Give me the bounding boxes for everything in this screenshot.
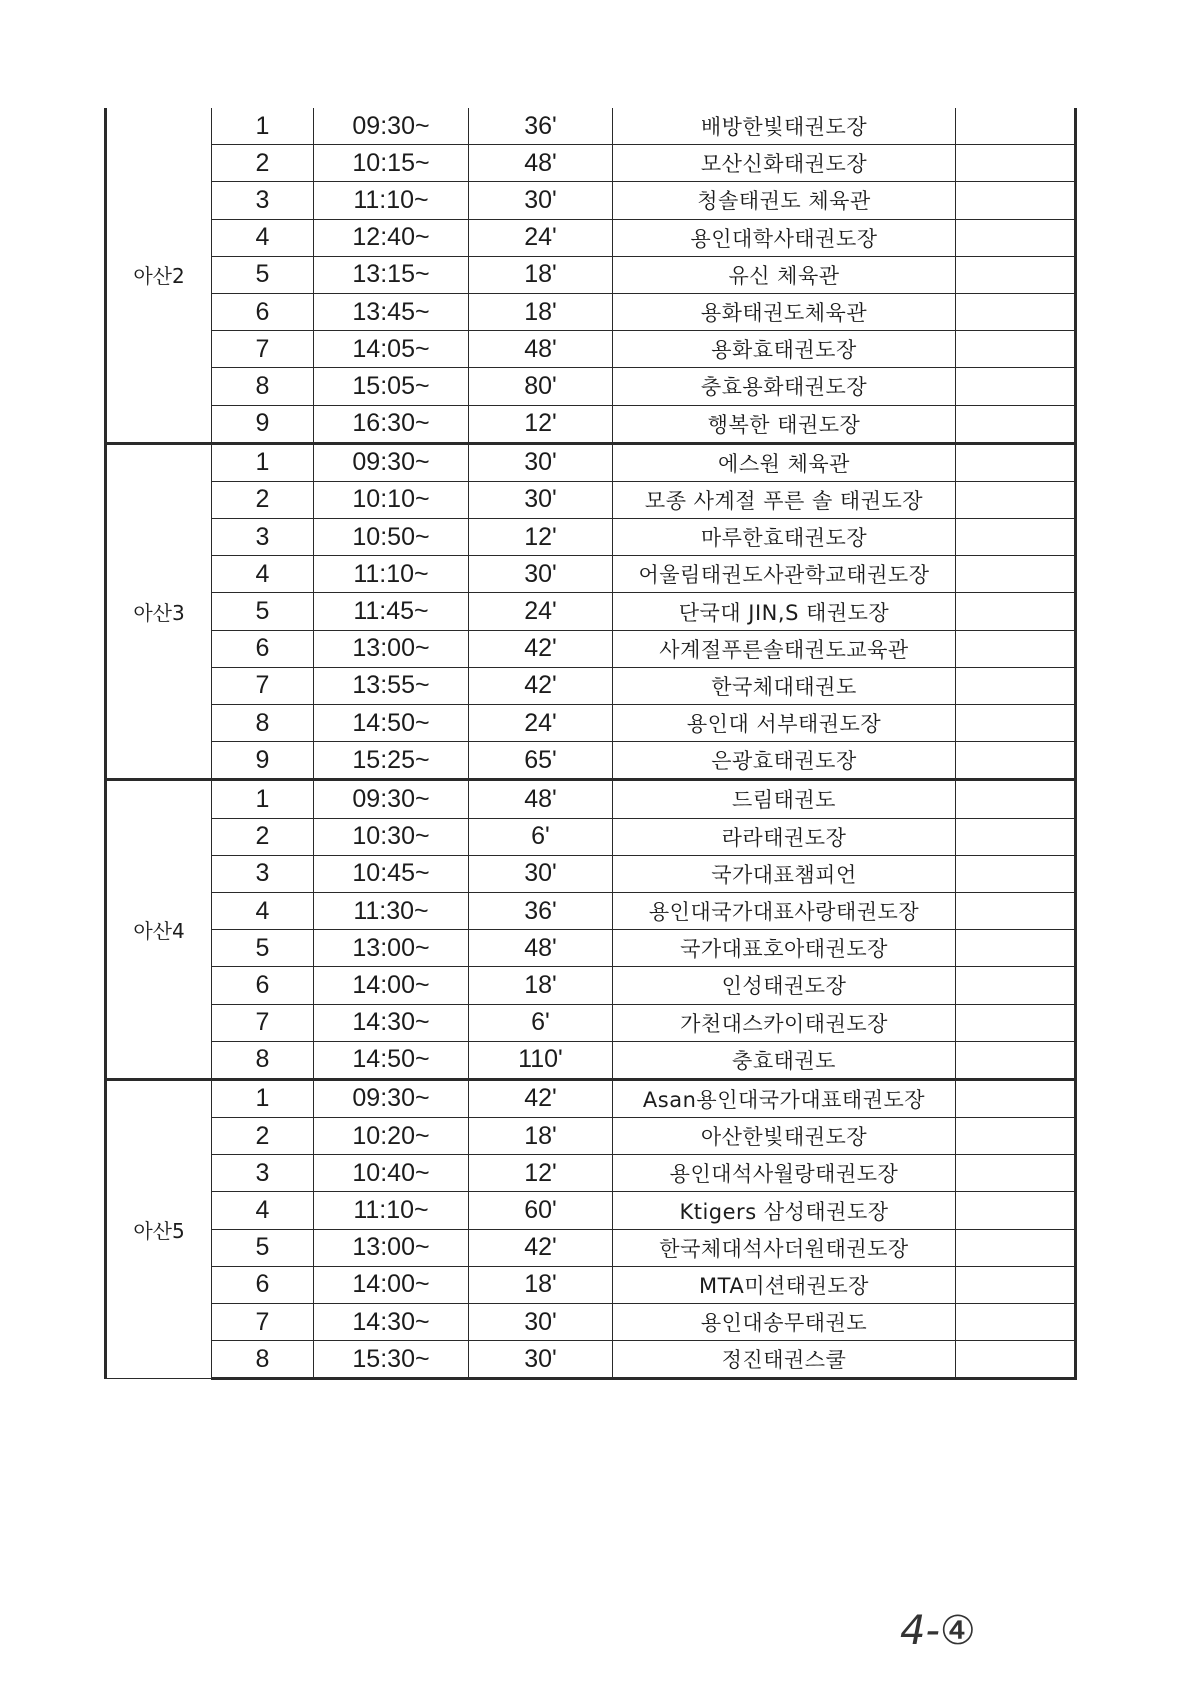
duration-cell: 24'	[469, 705, 613, 742]
note-cell	[956, 1155, 1076, 1192]
schedule-row	[106, 967, 1076, 1004]
venue-name-cell: 용인대국가대표사랑태권도장	[613, 892, 956, 929]
start-time-cell: 14:00~	[314, 967, 469, 1004]
page-mark	[900, 1600, 1020, 1660]
schedule-row	[106, 1155, 1076, 1192]
order-number-cell: 4	[212, 556, 314, 593]
duration-cell: 12'	[469, 519, 613, 556]
note-cell	[956, 667, 1076, 704]
group-name-cell: 아산2	[106, 108, 212, 443]
note-cell	[956, 705, 1076, 742]
schedule-row	[106, 293, 1076, 330]
order-number-cell: 1	[212, 108, 314, 145]
venue-name-cell: 에스원 체육관	[613, 443, 956, 481]
schedule-row	[106, 892, 1076, 929]
venue-name-cell: 배방한빛태권도장	[613, 108, 956, 145]
start-time-cell: 11:10~	[314, 556, 469, 593]
venue-name-cell: 마루한효태권도장	[613, 519, 956, 556]
order-number-cell: 7	[212, 1004, 314, 1041]
start-time-cell: 14:50~	[314, 1041, 469, 1079]
note-cell	[956, 967, 1076, 1004]
note-cell	[956, 293, 1076, 330]
start-time-cell: 11:10~	[314, 182, 469, 219]
note-cell	[956, 930, 1076, 967]
venue-name-cell: 용인대송무태권도	[613, 1304, 956, 1341]
start-time-cell: 14:30~	[314, 1004, 469, 1041]
schedule-row	[106, 818, 1076, 855]
duration-cell: 18'	[469, 967, 613, 1004]
order-number-cell: 2	[212, 818, 314, 855]
duration-cell: 48'	[469, 780, 613, 818]
schedule-row	[106, 481, 1076, 518]
duration-cell: 30'	[469, 182, 613, 219]
venue-name-cell: 용화효태권도장	[613, 331, 956, 368]
venue-name-cell: 모종 사계절 푸른 솔 태권도장	[613, 481, 956, 518]
note-cell	[956, 219, 1076, 256]
start-time-cell: 11:45~	[314, 593, 469, 630]
note-cell	[956, 145, 1076, 182]
schedule-row	[106, 1004, 1076, 1041]
page-mark-text: 4-④	[900, 1608, 976, 1654]
schedule-row	[106, 1118, 1076, 1155]
venue-name-cell: 국가대표챔피언	[613, 855, 956, 892]
note-cell	[956, 855, 1076, 892]
duration-cell: 18'	[469, 293, 613, 330]
start-time-cell: 13:15~	[314, 256, 469, 293]
venue-name-cell: 용인대석사월랑태권도장	[613, 1155, 956, 1192]
duration-cell: 42'	[469, 1229, 613, 1266]
order-number-cell: 1	[212, 1079, 314, 1117]
note-cell	[956, 593, 1076, 630]
start-time-cell: 09:30~	[314, 780, 469, 818]
duration-cell: 48'	[469, 145, 613, 182]
order-number-cell: 4	[212, 892, 314, 929]
note-cell	[956, 1004, 1076, 1041]
note-cell	[956, 108, 1076, 145]
start-time-cell: 14:30~	[314, 1304, 469, 1341]
duration-cell: 30'	[469, 481, 613, 518]
schedule-row	[106, 405, 1076, 443]
note-cell	[956, 519, 1076, 556]
duration-cell: 6'	[469, 818, 613, 855]
venue-name-cell: 가천대스카이태권도장	[613, 1004, 956, 1041]
duration-cell: 65'	[469, 742, 613, 780]
note-cell	[956, 742, 1076, 780]
duration-cell: 36'	[469, 108, 613, 145]
schedule-row	[106, 182, 1076, 219]
duration-cell: 110'	[469, 1041, 613, 1079]
venue-name-cell: Ktigers 삼성태권도장	[613, 1192, 956, 1229]
start-time-cell: 16:30~	[314, 405, 469, 443]
note-cell	[956, 1266, 1076, 1303]
order-number-cell: 3	[212, 855, 314, 892]
duration-cell: 18'	[469, 256, 613, 293]
schedule-row	[106, 1229, 1076, 1266]
order-number-cell: 5	[212, 256, 314, 293]
order-number-cell: 1	[212, 780, 314, 818]
schedule-row	[106, 443, 1076, 481]
note-cell	[956, 1341, 1076, 1379]
note-cell	[956, 1041, 1076, 1079]
venue-name-cell: Asan용인대국가대표태권도장	[613, 1079, 956, 1117]
order-number-cell: 1	[212, 443, 314, 481]
venue-name-cell: 행복한 태권도장	[613, 405, 956, 443]
order-number-cell: 6	[212, 1266, 314, 1303]
start-time-cell: 10:45~	[314, 855, 469, 892]
order-number-cell: 3	[212, 1155, 314, 1192]
venue-name-cell: 국가대표호아태권도장	[613, 930, 956, 967]
duration-cell: 12'	[469, 1155, 613, 1192]
venue-name-cell: 은광효태권도장	[613, 742, 956, 780]
order-number-cell: 9	[212, 405, 314, 443]
schedule-body	[106, 108, 1076, 1379]
duration-cell: 12'	[469, 405, 613, 443]
group-name-cell: 아산5	[106, 1079, 212, 1379]
order-number-cell: 7	[212, 331, 314, 368]
order-number-cell: 6	[212, 630, 314, 667]
note-cell	[956, 405, 1076, 443]
venue-name-cell: 단국대 JIN,S 태권도장	[613, 593, 956, 630]
schedule-row	[106, 593, 1076, 630]
duration-cell: 42'	[469, 1079, 613, 1117]
note-cell	[956, 1229, 1076, 1266]
schedule-table	[104, 108, 1077, 1380]
venue-name-cell: 충효태권도	[613, 1041, 956, 1079]
venue-name-cell: 인성태권도장	[613, 967, 956, 1004]
duration-cell: 6'	[469, 1004, 613, 1041]
schedule-row	[106, 742, 1076, 780]
duration-cell: 30'	[469, 443, 613, 481]
venue-name-cell: 드림태권도	[613, 780, 956, 818]
start-time-cell: 13:00~	[314, 630, 469, 667]
start-time-cell: 10:30~	[314, 818, 469, 855]
duration-cell: 42'	[469, 667, 613, 704]
start-time-cell: 12:40~	[314, 219, 469, 256]
duration-cell: 18'	[469, 1118, 613, 1155]
note-cell	[956, 1304, 1076, 1341]
order-number-cell: 3	[212, 182, 314, 219]
start-time-cell: 13:00~	[314, 1229, 469, 1266]
venue-name-cell: MTA미션태권도장	[613, 1266, 956, 1303]
note-cell	[956, 818, 1076, 855]
schedule-row	[106, 1079, 1076, 1117]
order-number-cell: 7	[212, 667, 314, 704]
venue-name-cell: 정진태권스쿨	[613, 1341, 956, 1379]
duration-cell: 30'	[469, 855, 613, 892]
schedule-row	[106, 855, 1076, 892]
schedule-row	[106, 780, 1076, 818]
duration-cell: 60'	[469, 1192, 613, 1229]
note-cell	[956, 556, 1076, 593]
duration-cell: 24'	[469, 593, 613, 630]
order-number-cell: 2	[212, 145, 314, 182]
schedule-row	[106, 145, 1076, 182]
venue-name-cell: 용인대 서부태권도장	[613, 705, 956, 742]
order-number-cell: 9	[212, 742, 314, 780]
order-number-cell: 4	[212, 1192, 314, 1229]
venue-name-cell: 한국체대석사더원태권도장	[613, 1229, 956, 1266]
order-number-cell: 8	[212, 705, 314, 742]
start-time-cell: 10:40~	[314, 1155, 469, 1192]
schedule-row	[106, 256, 1076, 293]
schedule-row	[106, 930, 1076, 967]
schedule-row	[106, 519, 1076, 556]
start-time-cell: 10:50~	[314, 519, 469, 556]
schedule-row	[106, 108, 1076, 145]
duration-cell: 24'	[469, 219, 613, 256]
venue-name-cell: 어울림태권도사관학교태권도장	[613, 556, 956, 593]
order-number-cell: 8	[212, 1041, 314, 1079]
start-time-cell: 11:30~	[314, 892, 469, 929]
start-time-cell: 13:45~	[314, 293, 469, 330]
note-cell	[956, 780, 1076, 818]
order-number-cell: 2	[212, 1118, 314, 1155]
order-number-cell: 7	[212, 1304, 314, 1341]
duration-cell: 48'	[469, 930, 613, 967]
venue-name-cell: 사계절푸른솔태권도교육관	[613, 630, 956, 667]
note-cell	[956, 481, 1076, 518]
schedule-row	[106, 1341, 1076, 1379]
duration-cell: 30'	[469, 556, 613, 593]
order-number-cell: 5	[212, 593, 314, 630]
duration-cell: 30'	[469, 1304, 613, 1341]
start-time-cell: 15:30~	[314, 1341, 469, 1379]
venue-name-cell: 용인대학사태권도장	[613, 219, 956, 256]
start-time-cell: 13:55~	[314, 667, 469, 704]
duration-cell: 42'	[469, 630, 613, 667]
schedule-row	[106, 1192, 1076, 1229]
duration-cell: 18'	[469, 1266, 613, 1303]
start-time-cell: 09:30~	[314, 443, 469, 481]
order-number-cell: 4	[212, 219, 314, 256]
start-time-cell: 13:00~	[314, 930, 469, 967]
schedule-row	[106, 219, 1076, 256]
duration-cell: 80'	[469, 368, 613, 405]
venue-name-cell: 유신 체육관	[613, 256, 956, 293]
start-time-cell: 15:05~	[314, 368, 469, 405]
schedule-row	[106, 667, 1076, 704]
start-time-cell: 15:25~	[314, 742, 469, 780]
note-cell	[956, 1192, 1076, 1229]
order-number-cell: 8	[212, 1341, 314, 1379]
order-number-cell: 8	[212, 368, 314, 405]
duration-cell: 30'	[469, 1341, 613, 1379]
venue-name-cell: 충효용화태권도장	[613, 368, 956, 405]
group-name-cell: 아산4	[106, 780, 212, 1080]
start-time-cell: 14:00~	[314, 1266, 469, 1303]
order-number-cell: 3	[212, 519, 314, 556]
schedule-row	[106, 705, 1076, 742]
start-time-cell: 14:50~	[314, 705, 469, 742]
order-number-cell: 5	[212, 930, 314, 967]
venue-name-cell: 청솔태권도 체육관	[613, 182, 956, 219]
start-time-cell: 11:10~	[314, 1192, 469, 1229]
venue-name-cell: 모산신화태권도장	[613, 145, 956, 182]
schedule-row	[106, 556, 1076, 593]
start-time-cell: 09:30~	[314, 1079, 469, 1117]
start-time-cell: 10:20~	[314, 1118, 469, 1155]
note-cell	[956, 630, 1076, 667]
start-time-cell: 10:10~	[314, 481, 469, 518]
note-cell	[956, 1118, 1076, 1155]
note-cell	[956, 368, 1076, 405]
duration-cell: 36'	[469, 892, 613, 929]
venue-name-cell: 용화태권도체육관	[613, 293, 956, 330]
note-cell	[956, 443, 1076, 481]
note-cell	[956, 256, 1076, 293]
schedule-row	[106, 1266, 1076, 1303]
group-name-cell: 아산3	[106, 443, 212, 780]
order-number-cell: 6	[212, 293, 314, 330]
note-cell	[956, 892, 1076, 929]
schedule-row	[106, 1041, 1076, 1079]
duration-cell: 48'	[469, 331, 613, 368]
venue-name-cell: 아산한빛태권도장	[613, 1118, 956, 1155]
schedule-row	[106, 1304, 1076, 1341]
note-cell	[956, 182, 1076, 219]
start-time-cell: 09:30~	[314, 108, 469, 145]
order-number-cell: 6	[212, 967, 314, 1004]
schedule-row	[106, 630, 1076, 667]
order-number-cell: 5	[212, 1229, 314, 1266]
note-cell	[956, 1079, 1076, 1117]
schedule-row	[106, 331, 1076, 368]
venue-name-cell: 라라태권도장	[613, 818, 956, 855]
note-cell	[956, 331, 1076, 368]
start-time-cell: 14:05~	[314, 331, 469, 368]
order-number-cell: 2	[212, 481, 314, 518]
schedule-row	[106, 368, 1076, 405]
start-time-cell: 10:15~	[314, 145, 469, 182]
venue-name-cell: 한국체대태권도	[613, 667, 956, 704]
